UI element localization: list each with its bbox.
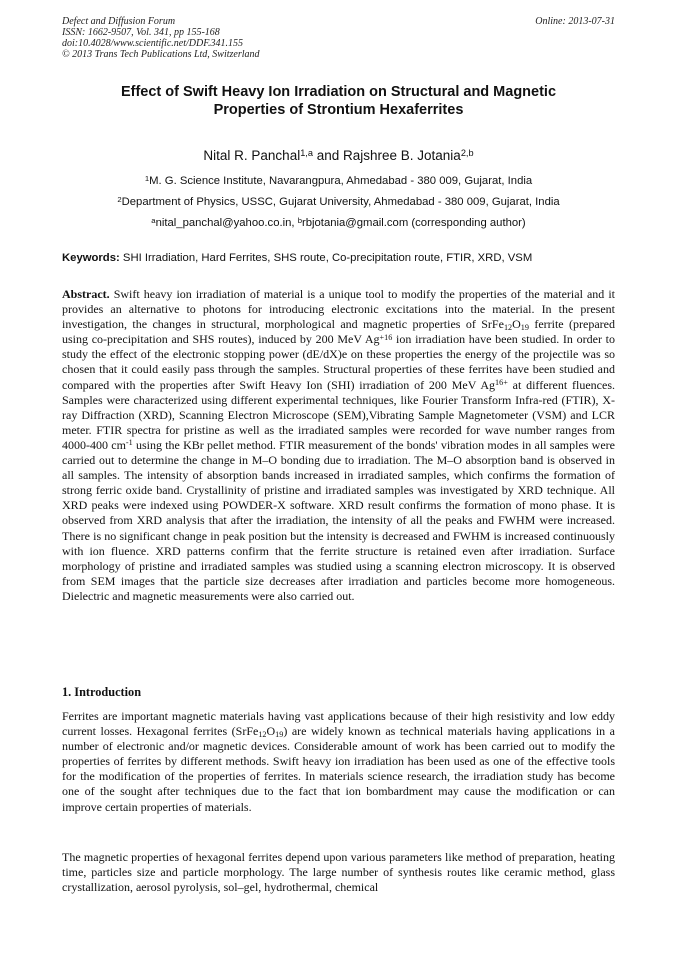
- affiliation-1-marker: 1: [144, 173, 150, 183]
- paragraph-text: Ferrites are important magnetic materials having vast applications because of their high resistivity and low eddy current losses. Hexagonal ferrites (SrFe: [62, 709, 615, 739]
- abstract-text: ion irradiation have been studied. In order to study the effect of the electronic stopping power (dE/dX)e on these properties the energy of the projectile was so chosen that it could easily pass through the samples. Structural properties of these ferrites have been studied and compared with the properties after Swift Heavy Ion (SHI) irradiation of 200 MeV Ag: [62, 332, 615, 392]
- keywords-text: SHI Irradiation, Hard Ferrites, SHS route, Co-precipitation route, FTIR, XRD, VSM: [119, 252, 533, 264]
- intro-paragraph-2: The magnetic properties of hexagonal ferrites depend upon various parameters like method of preparation, heating time, particles size and particle morphology. The large number of synthesis routes like ceramic method, glass crystallization, aerosol pyrolysis, sol–gel, hydrothermal, chemical: [62, 850, 615, 895]
- section-heading: 1. Introduction: [62, 685, 142, 699]
- affiliation-1: [62, 175, 615, 187]
- affiliation-2: [62, 196, 615, 208]
- title-line-1: Effect of Swift Heavy Ion Irradiation on Structural and Magnetic: [120, 84, 557, 100]
- abstract-label: Abstract.: [62, 287, 110, 301]
- subscript: 19: [520, 323, 529, 333]
- abstract-text: O: [512, 317, 521, 332]
- superscript: -1: [125, 438, 133, 448]
- paragraph-text: O: [266, 724, 276, 739]
- keywords: [62, 252, 615, 264]
- abstract: [62, 287, 615, 604]
- author-1: Nital R. Panchal: [203, 148, 301, 163]
- subscript: 12: [258, 730, 267, 740]
- author-conjunction: and: [312, 148, 343, 163]
- copyright-line: © 2013 Trans Tech Publications Ltd, Switzerland: [62, 49, 260, 60]
- author-2-marker: 2,b: [460, 147, 474, 158]
- author-line: [62, 148, 615, 163]
- superscript: 16+: [495, 377, 508, 387]
- issn-line: ISSN: 1662-9507, Vol. 341, pp 155-168: [62, 27, 220, 38]
- journal-name: Defect and Diffusion Forum: [62, 16, 176, 27]
- intro-paragraph-1: [62, 709, 615, 815]
- affiliation-2-text: Department of Physics, USSC, Gujarat University, Ahmedabad - 380 009, Gujarat, India: [121, 196, 560, 208]
- author-1-marker: 1,a: [300, 147, 313, 158]
- affiliation-1-text: M. G. Science Institute, Navarangpura, Ahmedabad - 380 009, Gujarat, India: [149, 175, 533, 187]
- affiliation-2-marker: 2: [117, 194, 122, 204]
- title-line-2: Properties of Strontium Hexaferrites: [213, 102, 464, 118]
- paper-title: [62, 83, 615, 119]
- email-a: nital_panchal@yahoo.co.in,: [155, 217, 298, 229]
- email-a-marker: a: [151, 215, 156, 225]
- abstract-text: using the KBr pellet method. FTIR measurement of the bonds' vibration modes in all samples were carried out to determine the change in M–O bonding due to irradiation. The M–O absorption band is observed in all samples. The intensity of absorption bands increased in irradiated samples, which confirms the formation of strong ferric oxide band. Crystallinity of pristine and irradiated samples was investigated by XRD technique. All XRD peaks were indexed using POWDER-X software. XRD result confirms the formation of mono phase. It is observed from XRD analysis that after the irradiation, the intensity of all the peaks and FWHM were increased. There is no significant change in peak position but the intensity is decreased and FWHM is increased continuously with ion fluence. XRD patterns confirm that the ferrite structure is retained even after irradiation. Surface morphology of pristine and irradiated samples was studied using a scanning electron microscopy. It is observed from SEM images that the particle size decreases after irradiation and particles become more homogeneous. Dielectric and magnetic measurements were also carried out.: [62, 437, 616, 603]
- paragraph-text: ) are widely known as technical materials having applications in a number of electronic and/or magnetic devices. Considerable amount of work has been carried out to modify the properties of ferrites by different methods. Swift heavy ion irradiation has been used as one of the effective tools for the modification of the properties of ferrites. In materials science research, the irradiation study has become one of the sought after techniques due to the fact that ion bombardment may cause the modification or can improve certain properties of materials.: [62, 724, 615, 814]
- keywords-label: Keywords:: [62, 252, 120, 264]
- author-2: Rajshree B. Jotania: [343, 148, 461, 163]
- author-emails: [62, 217, 615, 229]
- abstract-text: at different fluences. Samples were characterized using different experimental techniques, like Fourier Transform Infra-red (FTIR), X-ray Diffraction (XRD), Scanning Electron Microscope (SEM),Vibrating Sample Magnetometer (VSM) and LCR meter. FTIR spectra for pristine as well as the irradiated samples were recorded for wave number ranges from 4000-400 cm: [62, 377, 615, 452]
- subscript: 12: [503, 323, 513, 333]
- email-b: rbjotania@gmail.com (corresponding author): [301, 217, 526, 229]
- superscript: +16: [379, 332, 393, 342]
- subscript: 19: [275, 730, 284, 740]
- abstract-text: ferrite (prepared using co-precipitation and SHS routes), induced by 200 MeV Ag: [62, 317, 616, 347]
- running-header: [62, 16, 615, 60]
- online-date: Online: 2013-07-31: [535, 16, 615, 27]
- abstract-text: Swift heavy ion irradiation of material is a unique tool to modify the properties of the material and it provides an alternative to photons for introducing electronic excitations into the material. In the present investigation, the changes in structural, morphological and magnetic properties of SrFe: [62, 287, 615, 332]
- doi-line: doi:10.4028/www.scientific.net/DDF.341.155: [62, 38, 244, 49]
- email-b-marker: b: [297, 215, 302, 225]
